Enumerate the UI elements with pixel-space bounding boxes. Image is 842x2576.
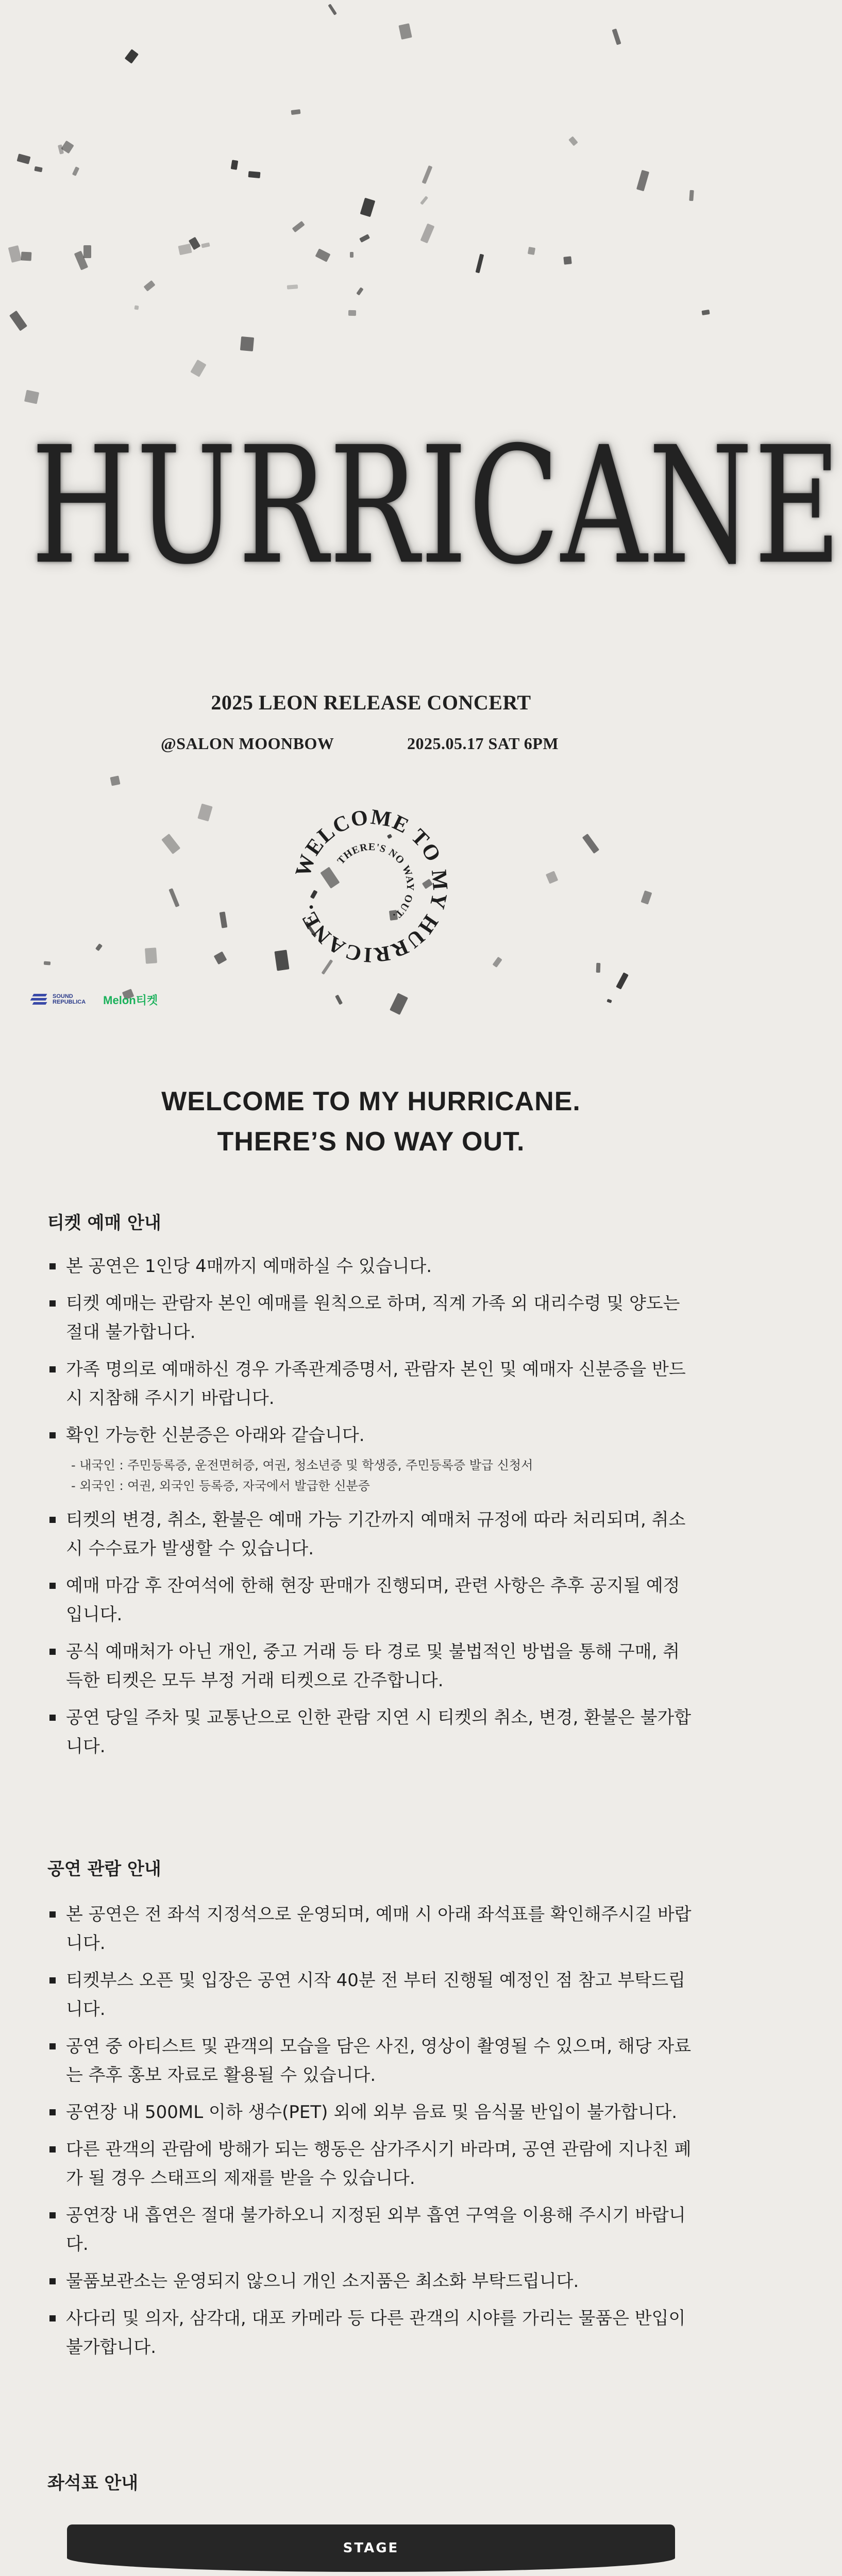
decor-speck [145,947,157,963]
decor-speck [493,956,503,968]
decor-speck [563,256,572,264]
decor-speck [17,154,31,164]
ticket-item: 예매 마감 후 잔여석에 한해 현장 판매가 진행되며, 관련 사항은 추후 공지될 예정입니다. [47,1571,692,1629]
viewing-item: 공연 중 아티스트 및 관객의 모습을 담은 사진, 영상이 촬영될 수 있으며, 해당 자료는 추후 홍보 자료로 활용될 수 있습니다. [47,2032,692,2090]
decor-speck [357,287,364,296]
seal-inner-text: THERE'S NO WAY OUT. [335,841,416,922]
decor-speck [420,196,428,205]
decor-speck [231,160,238,170]
decor-speck [34,166,42,173]
decor-speck [219,911,227,928]
ticket-item: 확인 가능한 신분증은 아래와 같습니다. [47,1421,692,1450]
decor-speck [568,137,578,146]
decor-speck [546,871,558,884]
decor-speck [169,888,179,908]
viewing-notice-list [47,1900,692,2370]
decor-speck [607,998,612,1003]
decor-speck [214,952,227,964]
ticket-item: 공식 예매처가 아닌 개인, 중고 거래 등 타 경로 및 불법적인 방법을 통해 구매, 취득한 티켓은 모두 부정 거래 티켓으로 간주합니다. [47,1637,692,1695]
decor-speck [21,252,31,261]
decor-speck [420,223,435,243]
decor-speck [291,109,300,115]
viewing-item: 물품보관소는 운영되지 않으니 개인 소지품은 최소화 부탁드립니다. [47,2267,692,2296]
decor-speck [201,243,210,248]
decor-speck [636,170,649,191]
venue-tag: @SALON MOONBOW [161,734,334,753]
seating-section-title: 좌석표 안내 [47,2473,139,2494]
decor-speck [178,244,192,255]
decor-speck [110,775,120,786]
concert-datetime: 2025.05.17 SAT 6PM [407,734,559,753]
ticket-item: 공연 당일 주차 및 교통난으로 인한 관람 지연 시 티켓의 취소, 변경, 환불은 불가합니다. [47,1703,692,1761]
decor-speck [240,336,254,351]
decor-speck [292,221,305,232]
ticket-item: 티켓의 변경, 취소, 환불은 예매 가능 기간까지 예매처 규정에 따라 처리되며, 취소 시 수수료가 발생할 수 있습니다. [47,1505,692,1563]
viewing-item: 티켓부스 오픈 및 입장은 공연 시작 40분 전 부터 진행될 예정인 점 참고 부탁드립니다. [47,1966,692,2024]
decor-speck [701,310,710,315]
viewing-section-title: 공연 관람 안내 [47,1859,161,1879]
decor-speck [582,834,600,854]
ticket-section-title: 티켓 예매 안내 [47,1213,161,1233]
decor-speck [689,190,694,201]
decor-speck [287,285,298,290]
welcome-seal [278,793,464,979]
decor-speck [475,253,484,273]
ticket-notice-list [47,1252,692,1769]
ticket-item: - 내국인 : 주민등록증, 운전면허증, 여권, 청소년증 및 학생증, 주민등록증 발급 신청서 [71,1458,533,1472]
hero-title: HURRICANE [31,412,842,600]
decor-speck [9,310,28,331]
viewing-item: 공연장 내 500ML 이하 생수(PET) 외에 외부 음료 및 음식물 반입이 불가합니다. [47,2098,692,2127]
sound-republica-icon [31,994,48,1005]
viewing-item: 사다리 및 의자, 삼각대, 대포 카메라 등 다른 관객의 시야를 가리는 물품은 반입이 불가합니다. [47,2304,692,2362]
sound-republica-line2: REPUBLICA [53,999,86,1005]
decor-speck [8,245,21,263]
decor-speck [72,167,79,177]
decor-speck [335,995,343,1005]
decor-speck [399,23,412,40]
ticket-item: - 외국인 : 여권, 외국인 등록증, 자국에서 발급한 신분증 [71,1479,370,1493]
decor-speck [44,961,50,965]
decor-speck [641,891,652,905]
sponsor-logos [31,989,158,1010]
decor-speck [348,310,356,316]
sound-republica-line1: SOUND [53,993,73,999]
decor-speck [161,833,180,854]
decor-speck [528,247,535,255]
tagline-line1: WELCOME TO MY HURRICANE. [161,1087,581,1116]
decor-speck [328,4,336,15]
viewing-item: 공연장 내 흡연은 절대 불가하오니 지정된 외부 흡연 구역을 이용해 주시기 바랍니다. [47,2201,692,2259]
ticket-item: 티켓 예매는 관람자 본인 예매를 원칙으로 하며, 직계 가족 외 대리수령 및 양도는 절대 불가합니다. [47,1289,692,1347]
decor-speck [134,305,139,310]
decor-speck [95,943,102,951]
decor-speck [125,49,139,63]
decor-speck [616,972,629,990]
decor-speck [359,234,370,243]
decor-speck [390,993,408,1015]
melon-ticket-logo: Melon티켓 [103,993,158,1007]
stage-bar [67,2524,675,2572]
decor-speck [197,803,212,821]
sound-republica-logo [31,994,86,1005]
decor-speck [612,29,621,45]
decor-speck [350,252,354,258]
tagline-line2: THERE’S NO WAY OUT. [217,1127,525,1157]
decor-speck [83,245,92,258]
decor-speck [24,389,40,404]
decor-speck [315,248,330,262]
seal-outer-text: WELCOME TO MY HURRICANE. [291,805,452,967]
viewing-item: 다른 관객의 관람에 방해가 되는 행동은 삼가주시기 바라며, 공연 관람에 지나친 폐가 될 경우 스태프의 제재를 받을 수 있습니다. [47,2135,692,2193]
decor-speck [191,360,207,377]
concert-subtitle: 2025 LEON RELEASE CONCERT [211,691,531,714]
decor-speck [596,963,600,973]
decor-speck [360,197,376,216]
stage-label: STAGE [343,2540,399,2556]
ticket-item: 본 공연은 1인당 4매까지 예매하실 수 있습니다. [47,1252,692,1281]
svg-text:WELCOME TO MY HURRICANE. [291,805,452,967]
decor-speck [422,165,432,184]
svg-text:THERE'S NO WAY OUT. [335,841,416,922]
decor-speck [248,171,260,178]
viewing-item: 본 공연은 전 좌석 지정석으로 운영되며, 예매 시 아래 좌석표를 확인해주시길 바랍니다. [47,1900,692,1958]
decor-speck [144,280,156,291]
ticket-item: 가족 명의로 예매하신 경우 가족관계증명서, 관람자 본인 및 예매자 신분증을 반드시 지참해 주시기 바랍니다. [47,1355,692,1413]
